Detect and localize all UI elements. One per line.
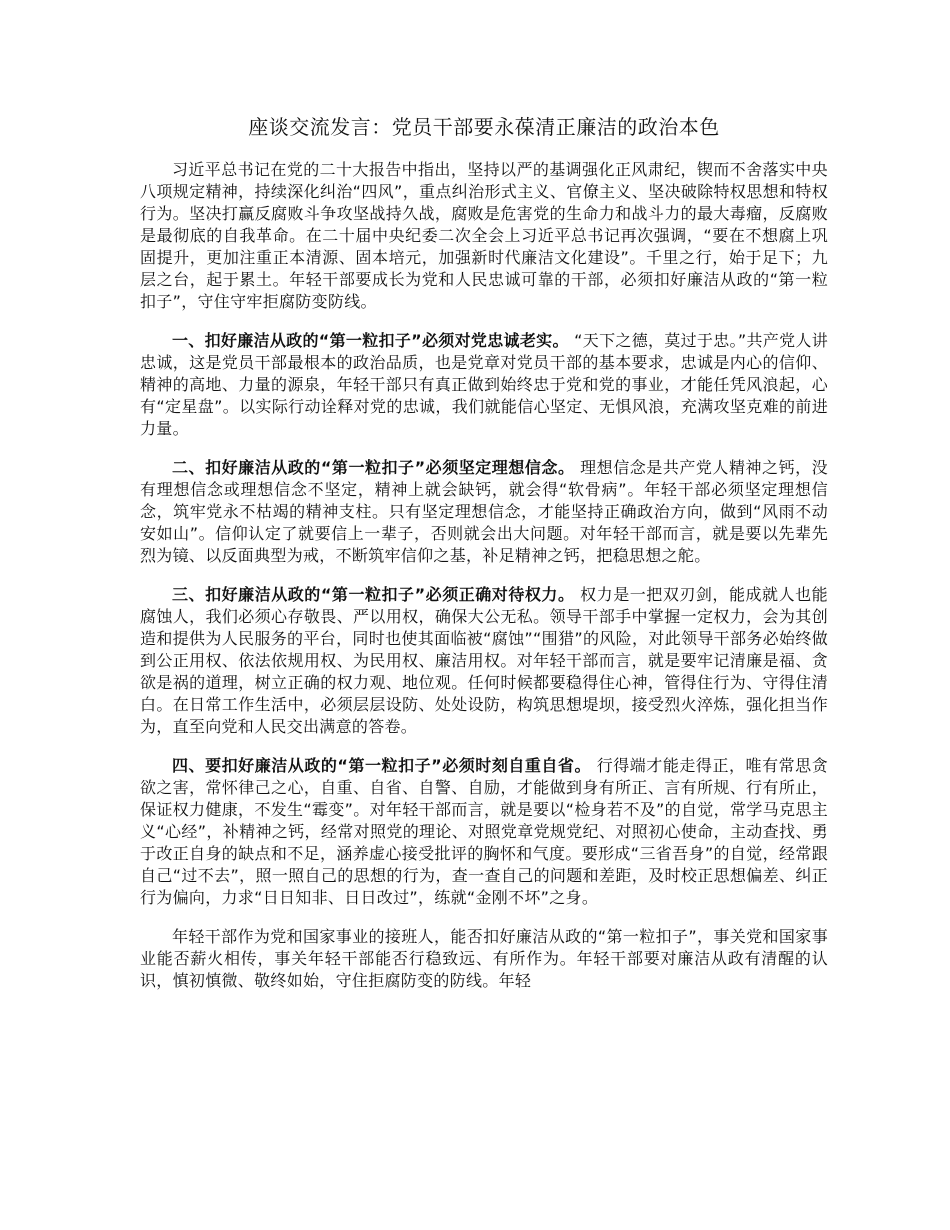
paragraph-text: 权力是一把双刃剑，能成就人也能腐蚀人，我们必须心存敬畏、严以用权，确保大公无私。领导干部手中掌握一定权力，会为其创造和提供为人民服务的平台，同时也使其面临被“腐蚀”“围猎”的风险，对此领导干部务必始终做到公正用权、依法依规用权、为民用权、廉洁用权。对年轻干部而言，就是要牢记清廉是福、贪欲是祸的道理，树立正确的权力观、地位观。任何时候都要稳得住心神，管得住行为、守得住清白。在日常工作生活中，必须层层设防、处处设防，构筑思想堤坝，接受烈火淬炼，强化担当作为，直至向党和人民交出满意的答卷。	[140, 585, 828, 736]
section-1-paragraph	[140, 330, 828, 440]
section-heading: 四、要扣好廉洁从政的“第一粒扣子”必须时刻自重自省。	[172, 756, 592, 775]
section-4-paragraph	[140, 755, 828, 909]
closing-paragraph	[140, 926, 828, 992]
section-heading: 一、扣好廉洁从政的“第一粒扣子”必须对党忠诚老实。	[172, 331, 569, 350]
section-2-paragraph	[140, 457, 828, 567]
paragraph-text: “天下之德，莫过于忠。”共产党人讲忠诚，这是党员干部最根本的政治品质，也是党章对党员干部的基本要求，忠诚是内心的信仰、精神的高地、力量的源泉，年轻干部只有真正做到始终忠于党和党的事业，才能任凭风浪起，心有“定星盘”。以实际行动诠释对党的忠诚，我们就能信心坚定、无惧风浪，充满攻坚克难的前进力量。	[140, 331, 828, 438]
intro-paragraph	[140, 159, 828, 313]
paragraph-text: 习近平总书记在党的二十大报告中指出，坚持以严的基调强化正风肃纪，锲而不舍落实中央八项规定精神，持续深化纠治“四风”，重点纠治形式主义、官僚主义、坚决破除特权思想和特权行为。坚决打赢反腐败斗争攻坚战持久战，腐败是危害党的生命力和战斗力的最大毒瘤，反腐败是最彻底的自我革命。在二十届中央纪委二次全会上习近平总书记再次强调，“要在不想腐上巩固提升，更加注重正本清源、固本培元，加强新时代廉洁文化建设”。千里之行，始于足下；九层之台，起于累土。年轻干部要成长为党和人民忠诚可靠的干部，必须扣好廉洁从政的“第一粒扣子”，守住守牢拒腐防变防线。	[140, 160, 828, 311]
paragraph-text: 行得端才能走得正，唯有常思贪欲之害，常怀律己之心，自重、自省、自警、自励，才能做到身有所正、言有所规、行有所止，保证权力健康，不发生“霉变”。对年轻干部而言，就是要以“检身若不及”的自觉，常学马克思主义“心经”，补精神之钙，经常对照党的理论、对照党章党规党纪、对照初心使命，主动查找、勇于改正自身的缺点和不足，涵养虚心接受批评的胸怀和气度。要形成“三省吾身”的自觉，经常跟自己“过不去”，照一照自己的思想的行为，查一查自己的问题和差距，及时校正思想偏差、纠正行为偏向，力求“日日知非、日日改过”，练就“金刚不坏”之身。	[140, 756, 828, 907]
section-heading: 二、扣好廉洁从政的“第一粒扣子”必须坚定理想信念。	[172, 458, 575, 477]
paragraph-text: 理想信念是共产党人精神之钙，没有理想信念或理想信念不坚定，精神上就会缺钙，就会得“软骨病”。年轻干部必须坚定理想信念，筑牢党永不枯竭的精神支柱。只有坚定理想信念，才能坚持正确政治方向，做到“风雨不动安如山”。信仰认定了就要信上一辈子，否则就会出大问题。对年轻干部而言，就是要以先辈先烈为镜、以反面典型为戒，不断筑牢信仰之基，补足精神之钙，把稳思想之舵。	[140, 458, 828, 565]
document-title: 座谈交流发言：党员干部要永葆清正廉洁的政治本色	[248, 115, 720, 139]
paragraph-text: 年轻干部作为党和国家事业的接班人，能否扣好廉洁从政的“第一粒扣子”，事关党和国家事业能否薪火相传，事关年轻干部能否行稳致远、有所作为。年轻干部要对廉洁从政有清醒的认识，慎初慎微、敬终如始，守住拒腐防变的防线。年轻	[140, 927, 828, 990]
section-heading: 三、扣好廉洁从政的“第一粒扣子”必须正确对待权力。	[172, 585, 575, 604]
section-3-paragraph	[140, 584, 828, 738]
